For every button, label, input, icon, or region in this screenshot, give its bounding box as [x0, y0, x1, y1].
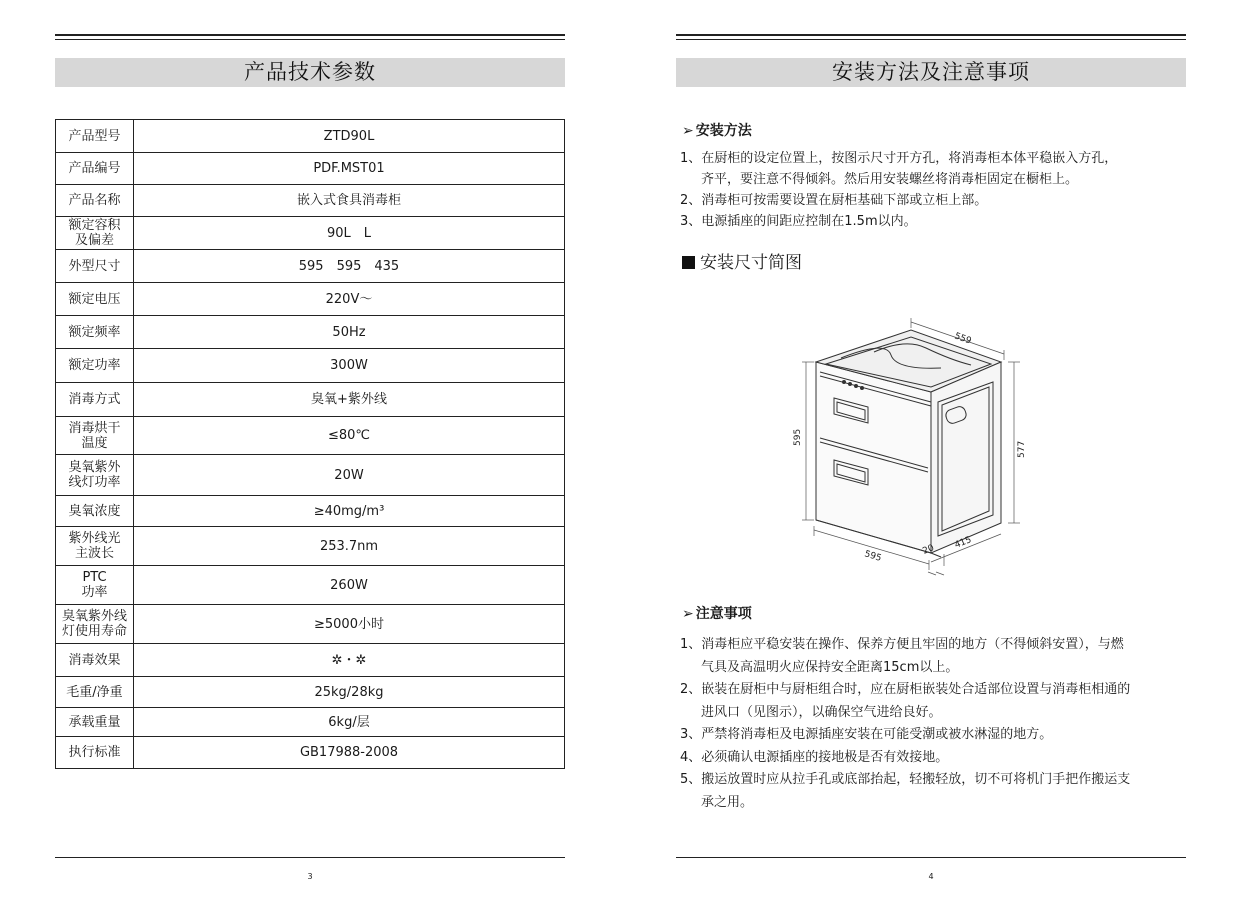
spec-value: 6kg/层 — [134, 708, 565, 737]
note-line: 承之用。 — [701, 794, 754, 810]
spec-label: 额定功率 — [56, 349, 134, 383]
spec-row — [56, 185, 565, 217]
section-title: 产品技术参数 — [55, 58, 565, 87]
spec-value: 253.7nm — [134, 527, 565, 566]
spec-row — [56, 605, 565, 644]
page-number: 3 — [307, 872, 313, 881]
spec-value: 300W — [134, 349, 565, 383]
spec-row — [56, 283, 565, 316]
dim-front: 595 — [863, 549, 883, 564]
spec-row — [56, 455, 565, 496]
spec-value: 90L L — [134, 217, 565, 250]
dim-left: 595 — [793, 428, 803, 446]
spec-value: 595 595 435 — [134, 250, 565, 283]
spec-row — [56, 644, 565, 677]
spec-table — [55, 119, 565, 769]
note-line: 5、搬运放置时应从拉手孔或底部抬起，轻搬轻放，切不可将机门手把作搬运支 — [680, 772, 1131, 787]
note-line: 4、必须确认电源插座的接地极是否有效接地。 — [680, 749, 949, 765]
diagram-heading: 安装尺寸简图 — [682, 248, 802, 273]
spec-label: 消毒效果 — [56, 644, 134, 677]
spec-label: 消毒烘干 温度 — [56, 417, 134, 455]
spec-row — [56, 417, 565, 455]
page-number: 4 — [928, 872, 934, 881]
arrow-icon: ➢ — [682, 123, 694, 139]
spec-row — [56, 120, 565, 153]
spec-value: 220V～ — [134, 283, 565, 316]
spec-value: ≥40mg/m³ — [134, 496, 565, 527]
spec-value: 25kg/28kg — [134, 677, 565, 708]
install-line: 齐平，要注意不得倾斜。然后用安装螺丝将消毒柜固定在橱柜上。 — [701, 172, 1079, 187]
spec-label: 臭氧紫外 线灯功率 — [56, 455, 134, 496]
spec-label: 产品名称 — [56, 185, 134, 217]
arrow-icon: ➢ — [682, 606, 694, 622]
spec-value: ≥5000小时 — [134, 605, 565, 644]
spec-row — [56, 496, 565, 527]
install-heading: ➢ 安装方法 — [682, 123, 752, 139]
left-page — [55, 0, 565, 908]
spec-value: 50Hz — [134, 316, 565, 349]
spec-row — [56, 153, 565, 185]
spec-label: 毛重/净重 — [56, 677, 134, 708]
note-line: 气具及高温明火应保持安全距离15cm以上。 — [701, 659, 959, 675]
square-bullet-icon — [682, 256, 695, 269]
spec-row — [56, 349, 565, 383]
spec-row — [56, 316, 565, 349]
notes-heading: ➢ 注意事项 — [682, 606, 752, 622]
spec-label: 额定容积 及偏差 — [56, 217, 134, 250]
spec-row — [56, 527, 565, 566]
dim-top: 559 — [952, 331, 973, 347]
spec-row — [56, 217, 565, 250]
spec-row — [56, 566, 565, 605]
spec-value: 嵌入式食具消毒柜 — [134, 185, 565, 217]
spec-value: 臭氧+紫外线 — [134, 383, 565, 417]
note-line: 3、严禁将消毒柜及电源插座安装在可能受潮或被水淋湿的地方。 — [680, 727, 1053, 742]
spec-value: ≤80℃ — [134, 417, 565, 455]
spec-value: 20W — [134, 455, 565, 496]
spec-label: PTC 功率 — [56, 566, 134, 605]
install-line: 3、电源插座的间距应控制在1.5m以内。 — [680, 214, 917, 229]
dim-gap: 20 — [921, 543, 936, 557]
spec-label: 额定电压 — [56, 283, 134, 316]
install-line: 2、消毒柜可按需要设置在厨柜基础下部或立柜上部。 — [680, 193, 988, 208]
spec-label: 承载重量 — [56, 708, 134, 737]
right-page — [676, 0, 1186, 908]
spec-label: 紫外线光 主波长 — [56, 527, 134, 566]
spec-value: PDF.MST01 — [134, 153, 565, 185]
spec-row — [56, 737, 565, 769]
spec-value: GB17988-2008 — [134, 737, 565, 769]
note-line: 1、消毒柜应平稳安装在操作、保养方便且牢固的地方（不得倾斜安置），与燃 — [680, 637, 1124, 652]
note-line: 2、嵌装在厨柜中与厨柜组合时，应在厨柜嵌装处合适部位设置与消毒柜相通的 — [680, 682, 1131, 697]
spec-label: 额定频率 — [56, 316, 134, 349]
spec-label: 产品编号 — [56, 153, 134, 185]
spec-row — [56, 383, 565, 417]
top-rule — [676, 34, 1186, 36]
note-line: 进风口（见图示），以确保空气进给良好。 — [701, 704, 942, 720]
spec-label: 消毒方式 — [56, 383, 134, 417]
install-line: 1、在厨柜的设定位置上，按图示尺寸开方孔，将消毒柜本体平稳嵌入方孔， — [680, 151, 1118, 166]
notes-text — [680, 634, 1186, 814]
installation-diagram — [786, 310, 1036, 580]
spec-label: 臭氧紫外线 灯使用寿命 — [56, 605, 134, 644]
spec-label: 执行标准 — [56, 737, 134, 769]
bottom-rule — [55, 857, 565, 858]
spec-row — [56, 250, 565, 283]
spec-row — [56, 677, 565, 708]
spec-label: 外型尺寸 — [56, 250, 134, 283]
spec-label: 产品型号 — [56, 120, 134, 153]
spec-row — [56, 708, 565, 737]
section-title: 安装方法及注意事项 — [676, 58, 1186, 87]
top-rule — [55, 34, 565, 36]
spec-label: 臭氧浓度 — [56, 496, 134, 527]
spec-value: 260W — [134, 566, 565, 605]
install-text — [680, 148, 1186, 232]
dim-depth: 415 — [953, 535, 974, 551]
spec-value: ✲・✲ — [134, 644, 565, 677]
dim-right: 577 — [1017, 440, 1027, 458]
bottom-rule — [676, 857, 1186, 858]
spec-value: ZTD90L — [134, 120, 565, 153]
